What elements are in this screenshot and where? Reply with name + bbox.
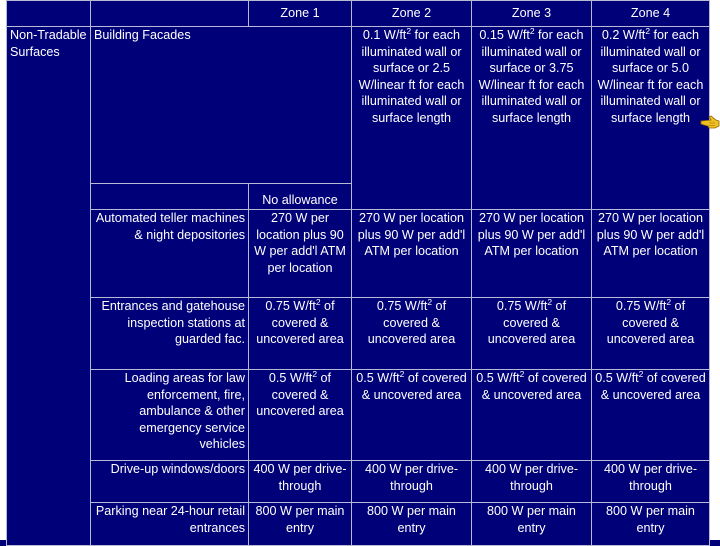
row-label-atm: Automated teller machines & night depositories (91, 210, 249, 298)
zone-2-header: Zone 2 (352, 1, 472, 27)
cell-parking-zone-2: 800 W per main entry (352, 503, 472, 546)
cell-facades-zone-1: No allowance (249, 184, 352, 210)
lighting-power-allowance-table (6, 0, 710, 546)
table-row (7, 27, 710, 184)
row-label-loading-areas: Loading areas for law enforcement, fire, ambulance & other emergency service vehicles (91, 370, 249, 461)
cell-drive-up-zone-4: 400 W per drive-through (592, 461, 710, 503)
cell-atm-zone-1: 270 W per location plus 90 W per add'l ATM per location (249, 210, 352, 298)
header-empty-label (91, 1, 249, 27)
row-label-building-facades (91, 27, 352, 184)
cell-facades-zone-4: 0.2 $W/ft^2$ for each illuminated wall or surface or 5.0 W/linear ft for each illuminated wall or surface length (592, 27, 710, 210)
cell-atm-zone-3: 270 W per location plus 90 W per add'l ATM per location (472, 210, 592, 298)
cell-loading-zone-1: 0.5 $W/ft^2$ of covered & uncovered area (249, 370, 352, 461)
cell-facades-zone-3: 0.15 $W/ft^2$ for each illuminated wall or surface or 3.75 W/linear ft for each illuminated wall or surface length (472, 27, 592, 210)
header-empty-category (7, 1, 91, 27)
table-row (7, 210, 710, 298)
table-row (7, 503, 710, 546)
table-row (7, 298, 710, 370)
row-label-entrances: Entrances and gatehouse inspection stations at guarded fac. (91, 298, 249, 370)
zone-1-header: Zone 1 (249, 1, 352, 27)
row-label-drive-up: Drive-up windows/doors (91, 461, 249, 503)
cell-atm-zone-4: 270 W per location plus 90 W per add'l ATM per location (592, 210, 710, 298)
cell-entrances-zone-4: 0.75 $W/ft^2$ of covered & uncovered area (592, 298, 710, 370)
cell-parking-zone-3: 800 W per main entry (472, 503, 592, 546)
cell-atm-zone-2: 270 W per location plus 90 W per add'l ATM per location (352, 210, 472, 298)
zone-header-row (7, 1, 710, 27)
hand-pointer-icon (700, 114, 720, 130)
cell-drive-up-zone-2: 400 W per drive-through (352, 461, 472, 503)
row-label-parking: Parking near 24-hour retail entrances (91, 503, 249, 546)
cell-parking-zone-1: 800 W per main entry (249, 503, 352, 546)
cell-drive-up-zone-1: 400 W per drive-through (249, 461, 352, 503)
category-label: Non-Tradable Surfaces (7, 27, 91, 546)
zone-3-header: Zone 3 (472, 1, 592, 27)
cell-loading-zone-3: 0.5 $W/ft^2$ of covered & uncovered area (472, 370, 592, 461)
cell-entrances-zone-1: 0.75 $W/ft^2$ of covered & uncovered area (249, 298, 352, 370)
cell-loading-zone-2: 0.5 $W/ft^2$ of covered & uncovered area (352, 370, 472, 461)
row-label-text: Building Facades (94, 28, 191, 42)
cell-facades-label-spacer (91, 184, 249, 210)
cell-entrances-zone-3: 0.75 $W/ft^2$ of covered & uncovered area (472, 298, 592, 370)
table-row (7, 461, 710, 503)
zone-4-header: Zone 4 (592, 1, 710, 27)
cell-parking-zone-4: 800 W per main entry (592, 503, 710, 546)
cell-drive-up-zone-3: 400 W per drive-through (472, 461, 592, 503)
cell-entrances-zone-2: 0.75 $W/ft^2$ of covered & uncovered area (352, 298, 472, 370)
cell-loading-zone-4: 0.5 $W/ft^2$ of covered & uncovered area (592, 370, 710, 461)
cell-facades-zone-2: 0.1 $W/ft^2$ for each illuminated wall or surface or 2.5 W/linear ft for each illuminated wall or surface length (352, 27, 472, 210)
table-row (7, 370, 710, 461)
